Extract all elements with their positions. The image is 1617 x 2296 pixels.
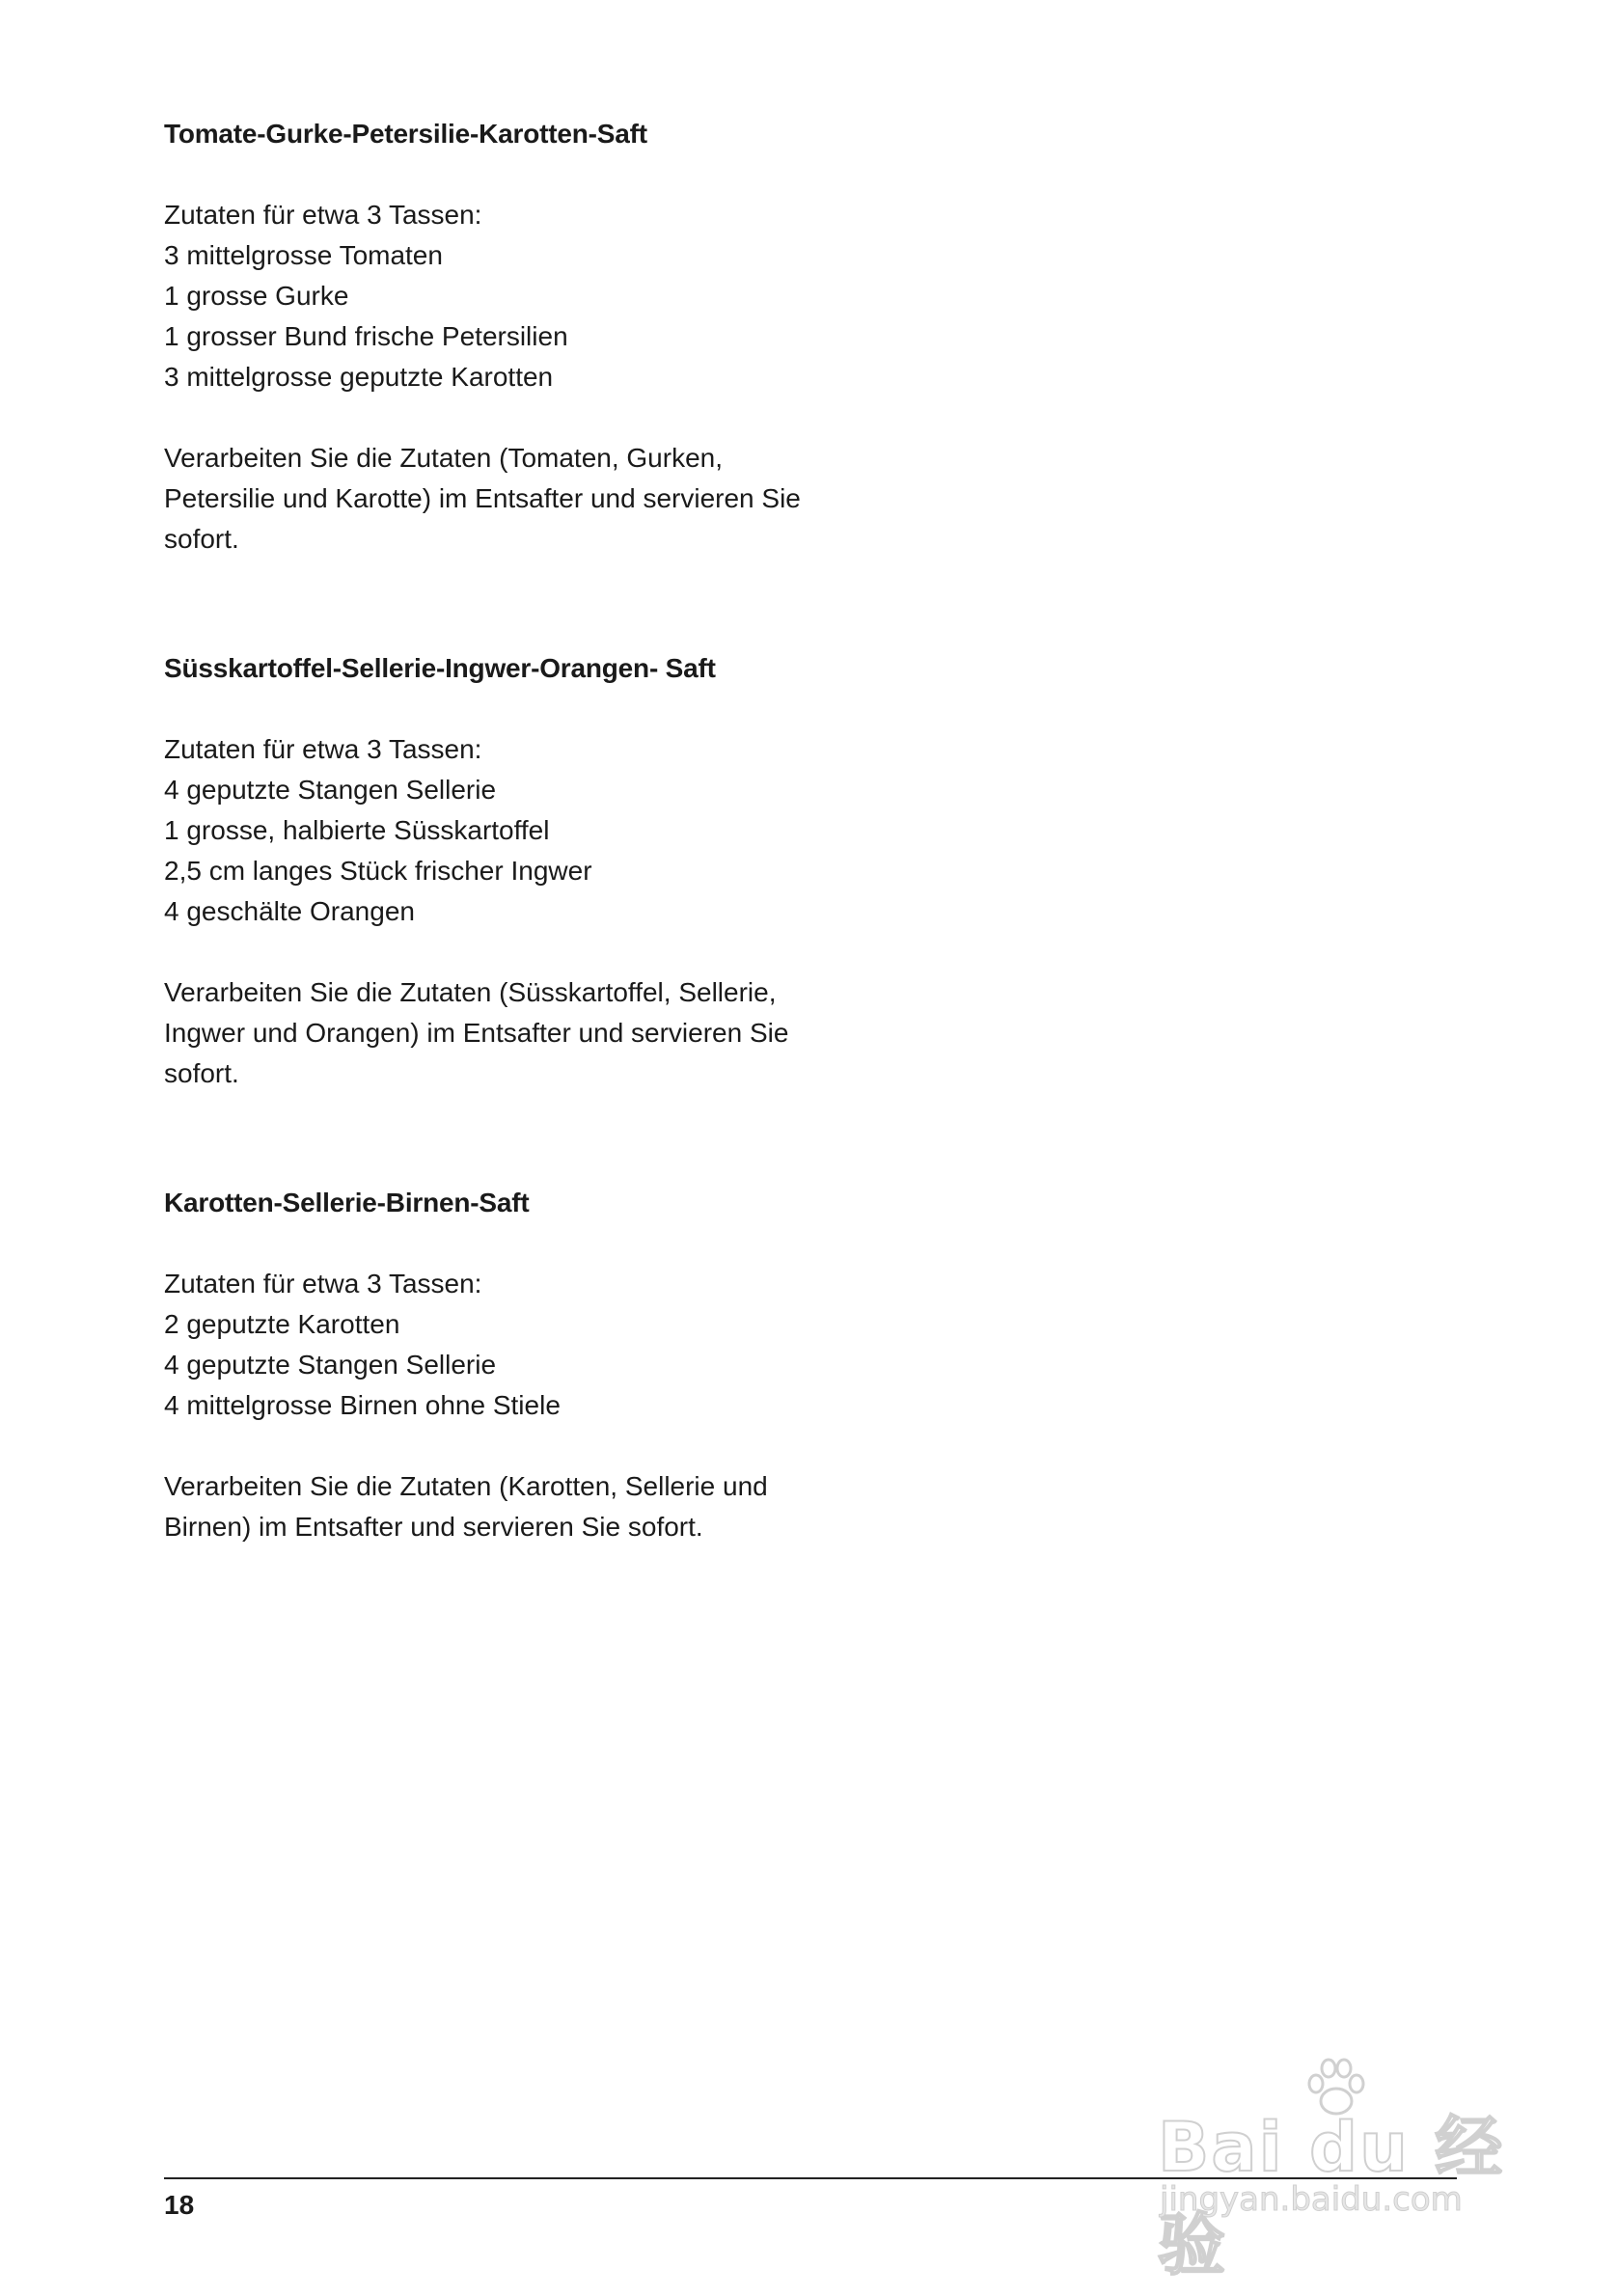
instruction-line: Ingwer und Orangen) im Entsafter und servieren Sie	[164, 1018, 789, 1048]
instruction-line: sofort.	[164, 1058, 239, 1088]
ingredient-item: 3 mittelgrosse geputzte Karotten	[164, 362, 554, 392]
recipe-3	[164, 1183, 839, 1547]
ingredient-item: 4 mittelgrosse Birnen ohne Stiele	[164, 1390, 561, 1420]
ingredient-list	[164, 195, 839, 397]
ingredient-item: 1 grosse, halbierte Süsskartoffel	[164, 815, 550, 845]
ingredient-item: 2 geputzte Karotten	[164, 1309, 400, 1339]
ingredient-item: 4 geschälte Orangen	[164, 896, 415, 926]
ingredients-heading: Zutaten für etwa 3 Tassen:	[164, 1269, 482, 1298]
baidu-watermark	[1148, 2055, 1534, 2284]
instruction-line: Petersilie und Karotte) im Entsafter und servieren Sie	[164, 483, 801, 513]
recipe-title: Süsskartoffel-Sellerie-Ingwer-Orangen- Saft	[164, 653, 716, 683]
ingredient-item: 1 grosser Bund frische Petersilien	[164, 321, 568, 351]
ingredient-item: 4 geputzte Stangen Sellerie	[164, 775, 497, 805]
instruction-line: sofort.	[164, 524, 239, 554]
ingredients-heading: Zutaten für etwa 3 Tassen:	[164, 200, 482, 230]
watermark-logo: Bai du 经验	[1158, 2108, 1505, 2284]
ingredient-item: 1 grosse Gurke	[164, 281, 349, 311]
watermark-url: jingyan.baidu.com	[1160, 2180, 1463, 2219]
instruction-line: Verarbeiten Sie die Zutaten (Süsskartoffel, Sellerie,	[164, 977, 777, 1007]
instruction-line: Verarbeiten Sie die Zutaten (Tomaten, Gurken,	[164, 443, 723, 473]
recipe-title: Tomate-Gurke-Petersilie-Karotten-Saft	[164, 119, 647, 149]
instruction-line: Birnen) im Entsafter und servieren Sie sofort.	[164, 1512, 703, 1542]
ingredient-item: 4 geputzte Stangen Sellerie	[164, 1350, 497, 1380]
footer-divider	[164, 2177, 1457, 2179]
ingredients-heading: Zutaten für etwa 3 Tassen:	[164, 734, 482, 764]
ingredient-item: 3 mittelgrosse Tomaten	[164, 240, 443, 270]
instructions	[164, 972, 839, 1094]
page-number: 18	[164, 2190, 195, 2220]
instructions	[164, 1466, 839, 1547]
recipe-list	[164, 114, 839, 1636]
ingredient-list	[164, 1264, 839, 1426]
ingredient-list	[164, 729, 839, 932]
ingredient-item: 2,5 cm langes Stück frischer Ingwer	[164, 856, 592, 886]
recipe-2	[164, 648, 839, 1094]
instructions	[164, 438, 839, 560]
recipe-1	[164, 114, 839, 560]
recipe-title: Karotten-Sellerie-Birnen-Saft	[164, 1188, 530, 1217]
instruction-line: Verarbeiten Sie die Zutaten (Karotten, Sellerie und	[164, 1471, 768, 1501]
